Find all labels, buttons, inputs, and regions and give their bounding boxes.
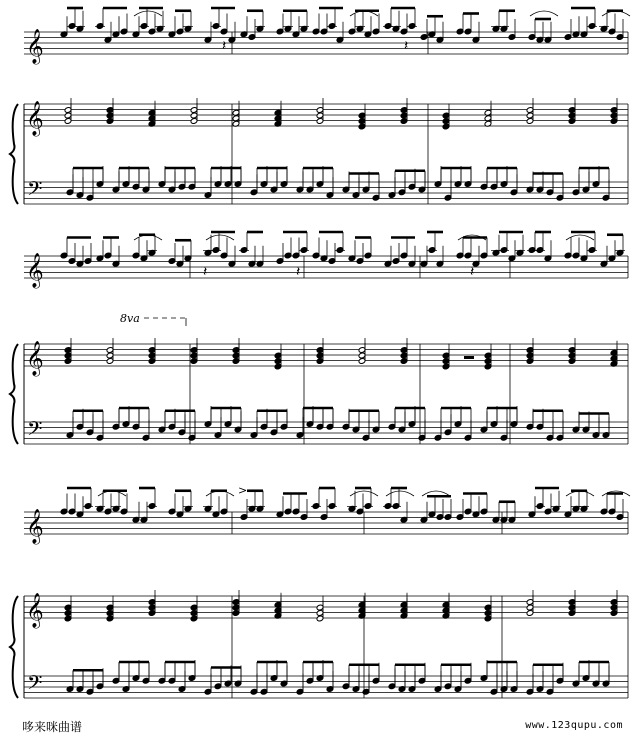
bass-clef-icon: 𝄢 (27, 417, 43, 445)
treble-clef-icon: 𝄞 (26, 29, 44, 64)
rest-icon: 𝄽 (222, 38, 227, 54)
site-url: www.123qupu.com (525, 720, 623, 731)
slur (134, 11, 162, 16)
whole-rest (464, 356, 474, 359)
slur (530, 11, 558, 16)
ottava-mark: 8va (120, 312, 140, 325)
rest-icon: 𝄽 (203, 264, 208, 280)
piano-brace (10, 596, 18, 698)
treble-clef-icon: 𝄞 (26, 101, 44, 136)
bass-clef-icon: 𝄢 (27, 177, 43, 205)
rest-icon: 𝄽 (404, 38, 409, 54)
accent-mark: > (238, 484, 248, 497)
rest-icon: 𝄽 (470, 264, 475, 280)
treble-clef-icon: 𝄞 (26, 509, 44, 544)
treble-clef-icon: 𝄞 (26, 253, 44, 288)
slur (206, 235, 234, 240)
piano-brace (10, 344, 18, 444)
slur (566, 235, 594, 240)
treble-clef-icon: 𝄞 (26, 593, 44, 628)
rest-icon: 𝄽 (296, 264, 301, 280)
site-name: 哆来咪曲谱 (22, 720, 83, 734)
bass-clef-icon: 𝄢 (27, 671, 43, 699)
slur (386, 491, 414, 496)
treble-clef-icon: 𝄞 (26, 341, 44, 376)
piano-brace (10, 104, 18, 204)
slur (350, 491, 378, 496)
